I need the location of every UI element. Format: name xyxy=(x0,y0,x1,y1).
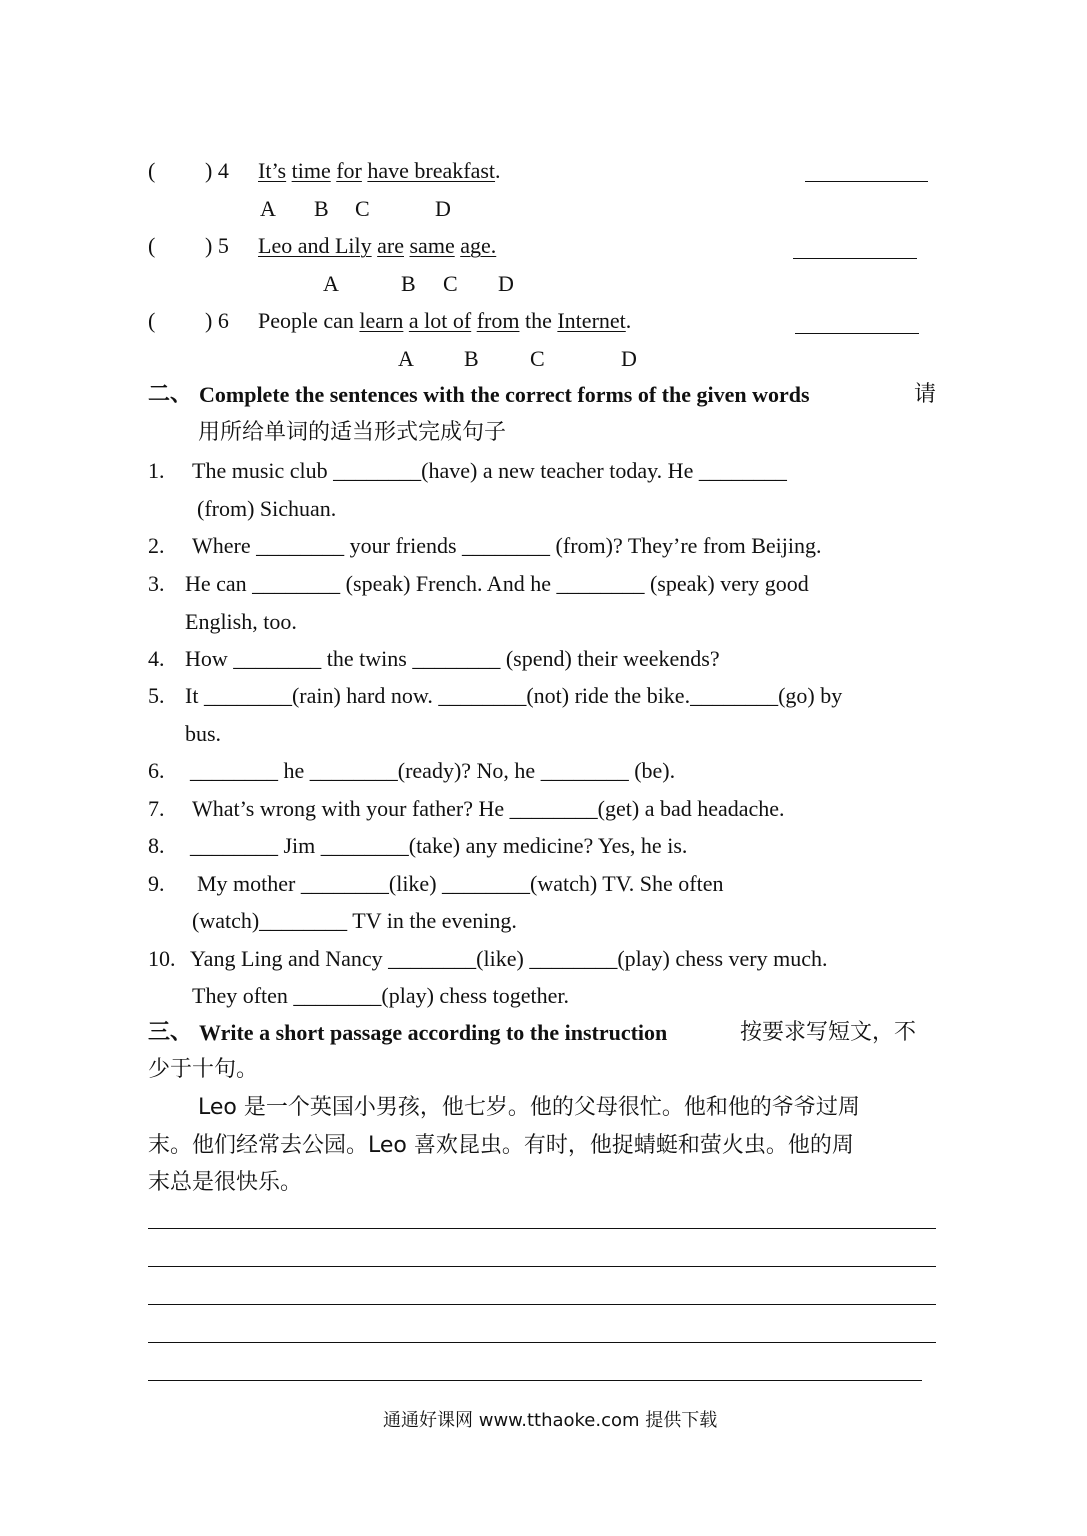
underlined-segment: It’s xyxy=(258,158,287,183)
answer-blank[interactable] xyxy=(805,180,928,182)
text-segment: . xyxy=(495,158,501,183)
choice-letter: C xyxy=(355,196,370,221)
item-sentence xyxy=(258,235,496,257)
item-line: My mother ________(like) ________(watch) TV. She often xyxy=(197,871,724,896)
item-sentence xyxy=(258,160,501,182)
underlined-segment: from xyxy=(476,308,520,333)
choice-letter: D xyxy=(435,196,451,221)
item-number: 8. xyxy=(148,833,165,858)
underlined-segment: are xyxy=(377,233,404,258)
item-sentence xyxy=(258,310,631,332)
item-line: bus. xyxy=(185,721,222,746)
choice-letter: B xyxy=(464,346,479,371)
item-number: 10. xyxy=(148,946,176,971)
underlined-segment: for xyxy=(336,158,362,183)
item-number: 9. xyxy=(148,871,165,896)
item-number: 2. xyxy=(148,533,165,558)
passage-line: 末总是很快乐。 xyxy=(148,1170,303,1195)
underlined-segment: learn xyxy=(359,308,404,333)
underlined-segment: Leo and Lily xyxy=(258,233,372,258)
writing-line[interactable] xyxy=(148,1266,936,1267)
item-line: They often ________(play) chess together. xyxy=(192,983,569,1008)
choice-letter: B xyxy=(314,196,329,221)
item-line: (from) Sichuan. xyxy=(197,496,337,521)
section-title-cn: 用所给单词的适当形式完成句子 xyxy=(198,420,507,445)
text-segment: People can xyxy=(258,308,360,333)
section-prefix: 二、 xyxy=(148,382,193,407)
writing-line[interactable] xyxy=(148,1380,922,1381)
passage-line: 末。他们经常去公园。Leo 喜欢昆虫。有时，他捉蜻蜓和萤火虫。他的周 xyxy=(148,1133,854,1158)
item-number: 4. xyxy=(148,646,165,671)
choice-letter: B xyxy=(401,271,416,296)
item-number: ) 5 xyxy=(205,233,229,258)
item-line: It ________(rain) hard now. ________(not) ride the bike.________(go) by xyxy=(185,683,843,708)
choice-letter: D xyxy=(498,271,514,296)
writing-line[interactable] xyxy=(148,1228,936,1229)
text-segment: . xyxy=(625,308,632,333)
text-segment: the xyxy=(519,308,558,333)
underlined-segment: time xyxy=(291,158,331,183)
item-number: 3. xyxy=(148,571,165,596)
item-line: Yang Ling and Nancy ________(like) ________(play) chess very much. xyxy=(190,946,828,971)
choice-letter: C xyxy=(443,271,458,296)
footer-source: 通通好课网 www.tthaoke.com 提供下载 xyxy=(383,1410,718,1431)
item-number: 1. xyxy=(148,458,165,483)
item-number: 6. xyxy=(148,758,165,783)
item-line: English, too. xyxy=(185,609,297,634)
underlined-segment: Internet xyxy=(557,308,626,333)
section-title-cn: 少于十句。 xyxy=(148,1057,259,1082)
item-line: What’s wrong with your father? He ________(get) a bad headache. xyxy=(192,796,785,821)
passage-line: Leo 是一个英国小男孩，他七岁。他的父母很忙。他和他的爷爷过周 xyxy=(198,1095,860,1120)
item-line: The music club ________(have) a new teacher today. He ________ xyxy=(192,458,787,483)
item-line: ________ he ________(ready)? No, he ________ (be). xyxy=(190,758,676,783)
item-line: He can ________ (speak) French. And he ________ (speak) very good xyxy=(185,571,809,596)
section-title: Complete the sentences with the correct forms of the given words xyxy=(199,382,810,407)
choice-letter: D xyxy=(621,346,637,371)
item-line: Where ________ your friends ________ (from)? They’re from Beijing. xyxy=(192,533,822,558)
paren-open: ( xyxy=(148,158,156,183)
answer-blank[interactable] xyxy=(795,331,919,334)
choice-letter: A xyxy=(398,346,414,371)
item-line: (watch)________ TV in the evening. xyxy=(192,908,517,933)
item-number: 7. xyxy=(148,796,165,821)
writing-line[interactable] xyxy=(148,1342,936,1343)
underlined-segment: have breakfast xyxy=(367,158,496,183)
item-number: ) 4 xyxy=(205,158,229,183)
item-number: 5. xyxy=(148,683,165,708)
section-title-cn: 请 xyxy=(914,382,937,407)
paren-open: ( xyxy=(148,233,156,258)
item-number: ) 6 xyxy=(205,308,229,333)
underlined-segment: same xyxy=(409,233,455,258)
underlined-segment: a lot of xyxy=(408,308,472,333)
underlined-segment: age. xyxy=(460,233,497,258)
item-line: ________ Jim ________(take) any medicine? Yes, he is. xyxy=(190,833,688,858)
writing-line[interactable] xyxy=(148,1304,936,1305)
answer-blank[interactable] xyxy=(793,256,917,259)
choice-letter: C xyxy=(530,346,545,371)
item-line: How ________ the twins ________ (spend) their weekends? xyxy=(185,646,720,671)
section-title-cn: 按要求写短文，不 xyxy=(740,1020,917,1045)
paren-open: ( xyxy=(148,308,156,333)
choice-letter: A xyxy=(260,196,276,221)
section-title: Write a short passage according to the instruction xyxy=(199,1020,668,1045)
section-prefix: 三、 xyxy=(148,1020,193,1045)
choice-letter: A xyxy=(323,271,339,296)
